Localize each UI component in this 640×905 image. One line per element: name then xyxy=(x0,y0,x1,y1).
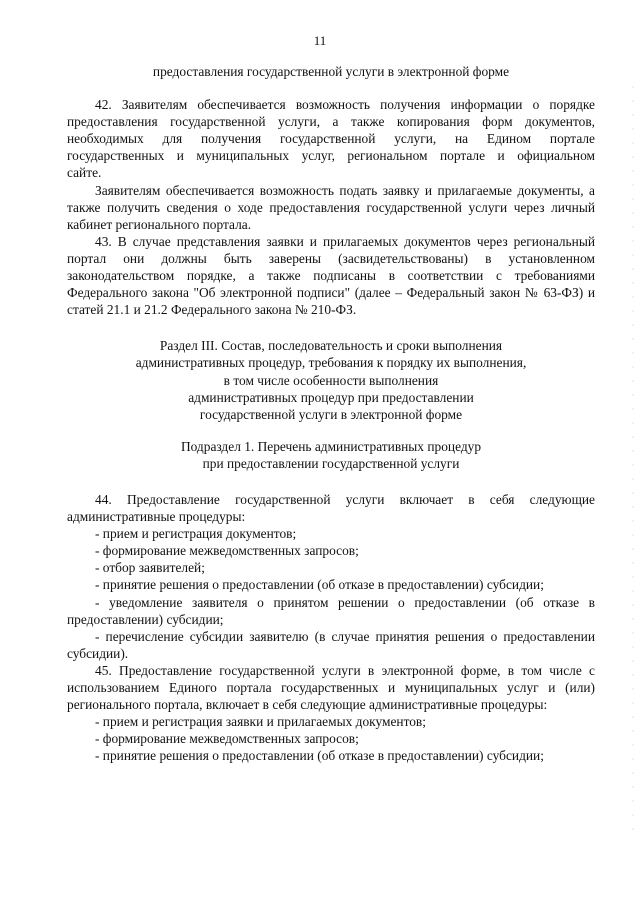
section-heading-line: Раздел III. Состав, последовательность и сроки выполнения xyxy=(159,338,503,354)
list-item: - прием и регистрация документов; xyxy=(95,526,297,542)
list-item: - перечисление субсидии заявителю (в случае принятия решения о предоставлении субсидии). xyxy=(67,628,595,661)
page-number: 11 xyxy=(313,33,327,48)
list-item: - уведомление заявителя о принятом решении о предоставлении (об отказе в предоставлении) субсидии; xyxy=(67,594,595,627)
document-body xyxy=(67,63,595,764)
section-heading-line: государственной услуги в электронной форме xyxy=(199,406,463,422)
intro-line: предоставления государственной услуги в электронной форме xyxy=(152,64,510,79)
paragraph-45: 45. Предоставление государственной услуги в электронной форме, в том числе с использованием Единого портала государственных и муниципальных услуг и (или) регионального портала, включает в себя следующие административные процедуры: xyxy=(67,662,595,713)
scan-edge-dots xyxy=(632,80,634,840)
subsection-heading-line: при предоставлении государственной услуги xyxy=(202,455,460,471)
list-item: - принятие решения о предоставлении (об отказе в предоставлении) субсидии; xyxy=(95,577,544,593)
subsection-heading xyxy=(67,438,595,472)
section-heading-line: административных процедур, требования к порядку их выполнения, xyxy=(135,355,527,371)
section-heading-line: в том числе особенности выполнения xyxy=(223,372,439,388)
subsection-heading-line: Подраздел 1. Перечень административных процедур xyxy=(180,438,482,454)
paragraph-42-continued: Заявителям обеспечивается возможность подать заявку и прилагаемые документы, а также получить сведения о ходе предоставления государственной услуги через личный кабинет регионального портала. xyxy=(67,182,595,232)
paragraph-42: 42. Заявителям обеспечивается возможность получения информации о порядке предоставления государственной услуги, а также копирования форм документов, необходимых для получения государственной услуги, на Едином портале государственных и муниципальных услуг, региональном портале и официальном сайте. xyxy=(67,97,595,181)
list-item: - прием и регистрация заявки и прилагаемых документов; xyxy=(95,714,426,730)
paragraph-43: 43. В случае представления заявки и прилагаемых документов через региональный портал они должны быть заверены (засвидетельствованы) в установленном законодательством порядке, а также подписаны в соответствии с требованиями Федерального закона "Об электронной подписи" (далее – Федеральный закон № 63-ФЗ) и статей 21.1 и 21.2 Федерального закона № 210-ФЗ. xyxy=(67,233,595,318)
section-heading xyxy=(67,337,595,422)
list-item: - принятие решения о предоставлении (об отказе в предоставлении) субсидии; xyxy=(95,748,544,764)
list-item: - формирование межведомственных запросов; xyxy=(95,543,359,559)
paragraph-44: 44. Предоставление государственной услуги включает в себя следующие административные процедуры: xyxy=(67,491,595,525)
section-heading-line: административных процедур при предоставлении xyxy=(188,389,474,405)
list-item: - отбор заявителей; xyxy=(95,560,205,576)
list-item: - формирование межведомственных запросов; xyxy=(95,731,359,747)
